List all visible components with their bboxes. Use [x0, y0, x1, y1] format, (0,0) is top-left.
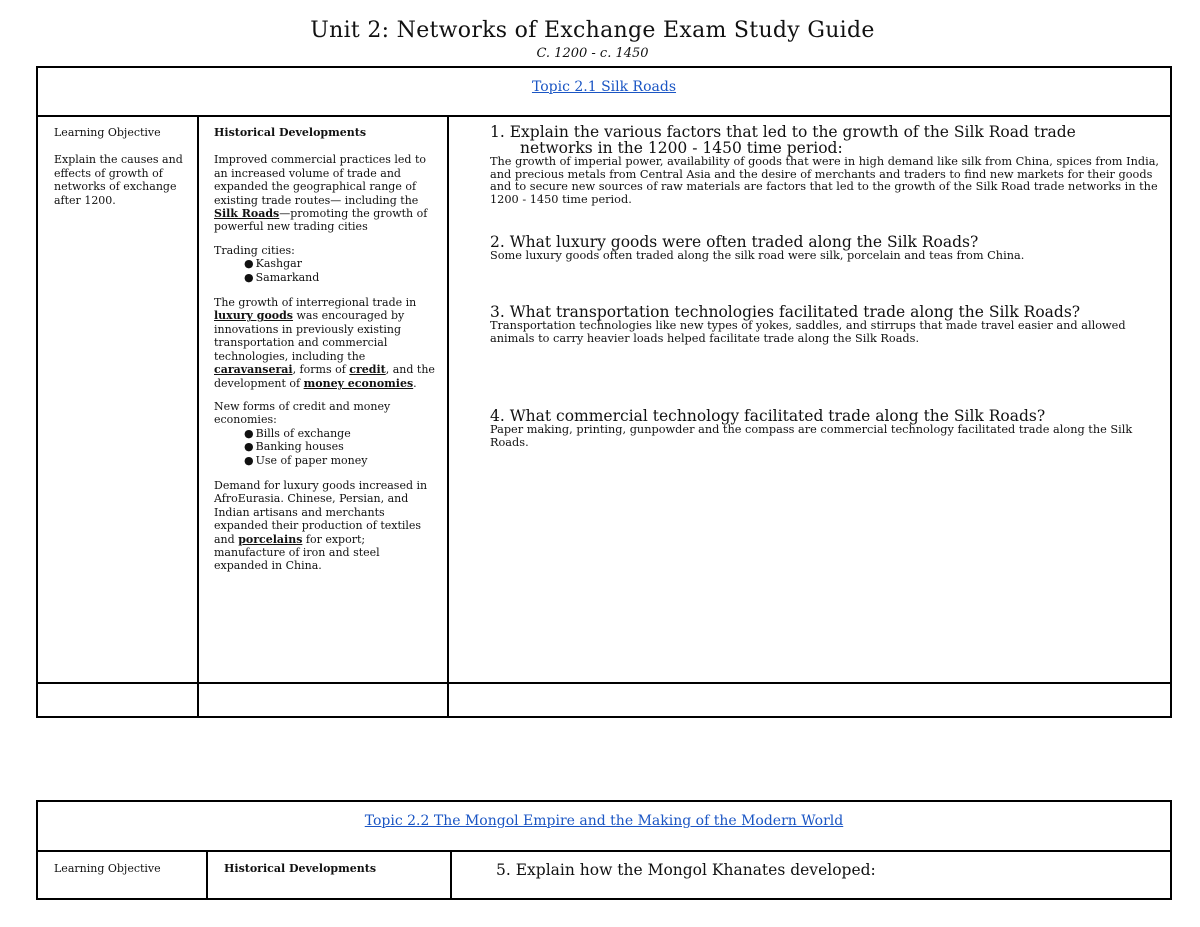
list-item: ● Kashgar: [244, 257, 436, 270]
hd-p2-text: , and the development of: [214, 363, 435, 390]
money-economies-term: money economies: [303, 376, 414, 390]
list-item: ● Banking houses: [244, 440, 436, 453]
learning-objective-cell: [54, 126, 186, 207]
hd-paragraph-2: [214, 296, 436, 390]
topic-2-1-table: [36, 66, 1172, 718]
credit-list: [214, 427, 436, 467]
historical-developments-label: Historical Developments: [224, 862, 377, 875]
learning-objective-label: Learning Objective: [54, 862, 161, 875]
topic-2-1-link[interactable]: Topic 2.1 Silk Roads: [531, 79, 677, 95]
learning-objective-label: Learning Objective: [54, 126, 161, 139]
page-title: Unit 2: Networks of Exchange Exam Study Guide: [310, 18, 875, 43]
topic-2-2-header: [38, 810, 1170, 829]
list-item: ● Bills of exchange: [244, 427, 436, 440]
hd-paragraph-1: [214, 153, 436, 233]
caravanserai-term: caravanserai: [214, 363, 293, 377]
historical-developments-label: Historical Developments: [214, 126, 367, 139]
list-item: ● Use of paper money: [244, 454, 436, 467]
topic-2-2-link[interactable]: Topic 2.2 The Mongol Empire and the Making of the Modern World: [364, 813, 844, 829]
question-block: [490, 124, 1162, 206]
credit-label: New forms of credit and money economies:: [214, 399, 391, 427]
question-block: [490, 304, 1162, 345]
topic-2-2-table: [36, 800, 1172, 900]
silk-roads-term: Silk Roads: [214, 207, 280, 221]
hd-p2-text: , forms of: [292, 363, 350, 377]
trading-cities-list: [214, 257, 436, 284]
column-divider-2: [447, 117, 449, 718]
hd-p1-text-end: —promoting the growth of powerful new trading cities: [214, 207, 428, 234]
luxury-goods-term: luxury goods: [214, 309, 293, 323]
column-divider-1: [206, 852, 208, 900]
page-subtitle: C. 1200 - c. 1450: [536, 46, 649, 61]
hd-p2-text: The growth of interregional trade in: [214, 296, 417, 310]
questions-cell: [490, 124, 1162, 454]
credit-term: credit: [349, 363, 386, 377]
hd-p3-text: Demand for luxury goods increased in AfroEurasia. Chinese, Persian, and Indian artisans and merchants expanded their production of textiles and: [214, 478, 428, 546]
question-heading: 1. Explain the various factors that led to the growth of the Silk Road trade: [490, 123, 1076, 141]
hd-p3-text-end: for export; manufacture of iron and steel expanded in China.: [214, 532, 380, 573]
column-divider-1: [197, 117, 199, 718]
list-item: ● Samarkand: [244, 271, 436, 284]
column-divider-2: [450, 852, 452, 900]
hd-paragraph-3: [214, 479, 436, 573]
footer-divider: [38, 682, 1170, 684]
hd-p2-text: .: [413, 376, 417, 390]
question-heading: 4. What commercial technology facilitated trade along the Silk Roads?: [490, 407, 1046, 425]
question-block: [490, 408, 1162, 449]
learning-objective-text: Explain the causes and effects of growth of networks of exchange after 1200.: [54, 153, 183, 207]
question-answer: The growth of imperial power, availability of goods that were in high demand like silk from China, spices from India, and precious metals from Central Asia and the desire of merchants and traders to find new markets for their goods and to secure new sources of raw materials are factors that led to the growth of the Silk Road trade networks in the 1200 - 1450 time period.: [490, 155, 1160, 206]
topic-2-1-header: [38, 76, 1170, 95]
question-heading: 2. What luxury goods were often traded along the Silk Roads?: [490, 233, 979, 251]
question-heading: 3. What transportation technologies facilitated trade along the Silk Roads?: [490, 303, 1081, 321]
hd-p2-text: was encouraged by innovations in previously existing transportation and commercial technologies, including the: [214, 309, 405, 363]
question-heading: 5. Explain how the Mongol Khanates developed:: [496, 861, 876, 879]
porcelains-term: porcelains: [238, 532, 303, 546]
question-answer: Transportation technologies like new types of yokes, saddles, and stirrups that made travel easier and allowed animals to carry heavier loads helped facilitate trade along the Silk Roads.: [490, 319, 1126, 345]
question-block: [490, 234, 1162, 263]
question-answer: Paper making, printing, gunpowder and the compass are commercial technology facilitated trade along the Silk Roads.: [490, 423, 1133, 449]
trading-cities-label: Trading cities:: [214, 243, 295, 257]
question-answer: Some luxury goods often traded along the silk road were silk, porcelain and teas from China.: [490, 249, 1025, 262]
question-heading-cont: networks in the 1200 - 1450 time period:: [520, 139, 843, 157]
hd-p1-text: Improved commercial practices led to an increased volume of trade and expanded the geographical range of existing trade routes— including the: [214, 153, 427, 207]
historical-developments-cell: [214, 126, 436, 583]
header-divider: [38, 115, 1170, 117]
